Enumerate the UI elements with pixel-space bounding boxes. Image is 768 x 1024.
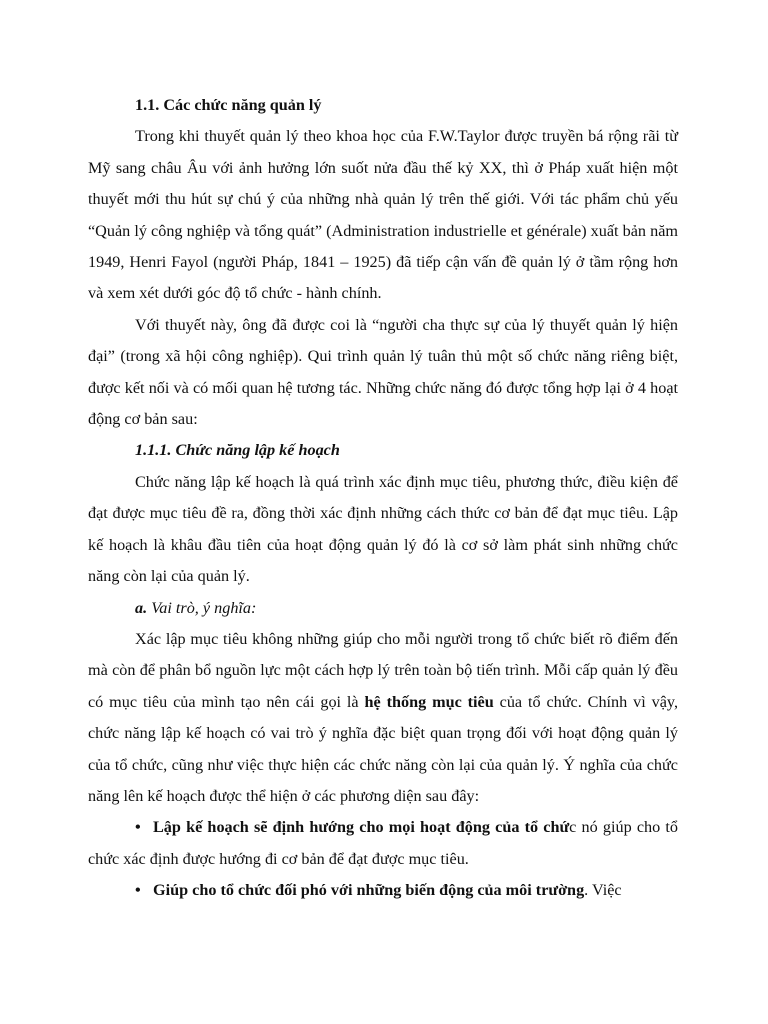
section-heading: 1.1. Các chức năng quản lý (135, 96, 322, 114)
bullet-icon: • (135, 818, 141, 837)
bullet-text: . Việc (584, 881, 622, 900)
bullet-bold-text: Giúp cho tổ chức đối phó với những biến động của môi trường (153, 881, 585, 900)
item-a-letter: a. (135, 598, 148, 617)
paragraph-objectives-part1: Xác lập mục tiêu không những giúp cho mỗi người trong tổ chức biết rõ điểm đến mà còn để phân bổ nguồn lực một cách hợp lý trên toàn bộ tiến trình. Mỗi cấp quản lý đều có mục tiêu của mình tạo nên cái gọi là (88, 629, 678, 711)
bullet-item (88, 875, 678, 906)
bullet-item (88, 812, 678, 875)
paragraph-planning-definition: Chức năng lập kế hoạch là quá trình xác định mục tiêu, phương thức, điều kiện để đạt được mục tiêu đề ra, đồng thời xác định những cách thức cơ bản để đạt mục tiêu. Lập kế hoạch là khâu đầu tiên của hoạt động quản lý đó là cơ sở làm phát sinh những chức năng còn lại của quản lý. (88, 472, 678, 586)
bullet-bold-text: Lập kế hoạch sẽ định hướng cho mọi hoạt động của tổ chứ (153, 818, 570, 837)
bullet-icon: • (135, 881, 141, 900)
item-a-heading (88, 593, 678, 624)
objective-system-term: hệ thống mục tiêu (364, 692, 494, 711)
paragraph-objectives-part2: của tổ chức. Chính vì vậy, chức năng lập kế hoạch có vai trò ý nghĩa đặc biệt quan trọng đối với hoạt động quản lý của tổ chức, cũng như việc thực hiện các chức năng còn lại của quản lý. Ý nghĩa của chức năng lên kế hoạch được thể hiện ở các phương diện sau đây: (88, 692, 678, 805)
item-a-text: Vai trò, ý nghĩa: (147, 598, 257, 617)
subsection-heading: 1.1.1. Chức năng lập kế hoạch (135, 441, 340, 460)
paragraph-intro: Trong khi thuyết quản lý theo khoa học của F.W.Taylor được truyền bá rộng rãi từ Mỹ sang châu Âu với ảnh hưởng lớn suốt nửa đầu thế kỷ XX, thì ở Pháp xuất hiện một thuyết mới thu hút sự chú ý của những nhà quản lý trên thế giới. Với tác phẩm chủ yếu “Quản lý công nghiệp và tổng quát” (Administration industrielle et générale) xuất bản năm 1949, Henri Fayol (người Pháp, 1841 – 1925) đã tiếp cận vấn đề quản lý ở tầm rộng hơn và xem xét dưới góc độ tổ chức - hành chính. (88, 127, 678, 303)
paragraph-objectives (88, 624, 678, 812)
document-page (88, 90, 678, 907)
paragraph-fayol: Với thuyết này, ông đã được coi là “người cha thực sự của lý thuyết quản lý hiện đại” (trong xã hội công nghiệp). Qui trình quản lý tuân thủ một số chức năng riêng biệt, được kết nối và có mối quan hệ tương tác. Những chức năng đó được tổng hợp lại ở 4 hoạt động cơ bản sau: (88, 315, 678, 429)
bullet-text: c nó giúp cho tổ chức xác định được hướng đi cơ bản để đạt được mục tiêu. (88, 818, 678, 868)
